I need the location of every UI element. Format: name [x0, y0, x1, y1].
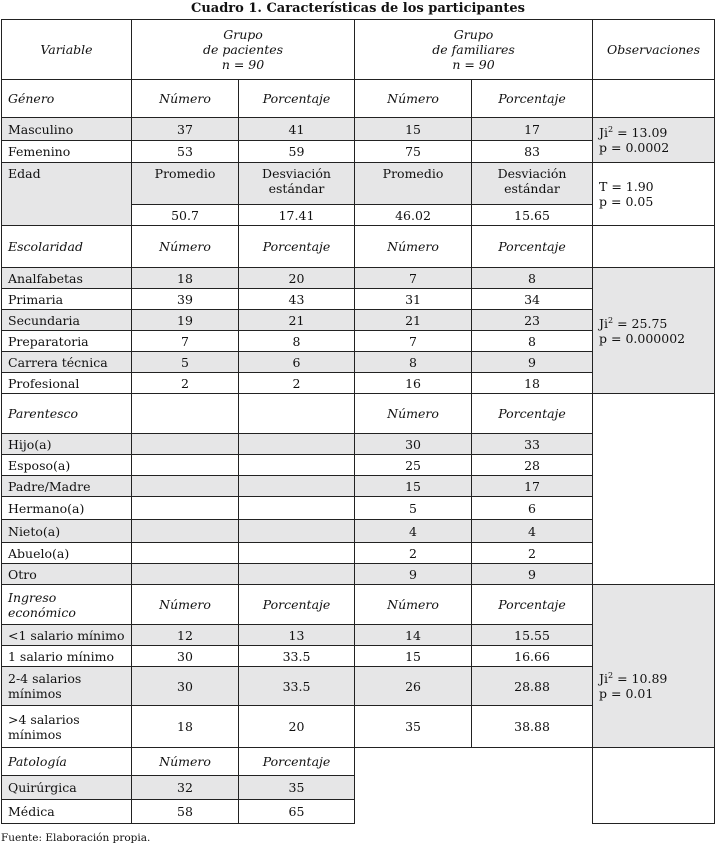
table-row: Preparatoria 7 8 7 8 [2, 331, 715, 352]
table-row: Abuelo(a) 2 2 [2, 543, 715, 564]
observation-ingreso: $Ji^2 = 10.89$ p = 0.01 [593, 585, 715, 748]
section-header-ingreso: Ingreso económico Número Porcentaje Número Porcentaje $Ji^2 = 10.89$ p = 0.01 [2, 585, 715, 625]
table-row: 2-4 salarios mínimos 30 33.5 26 28.88 [2, 667, 715, 706]
table-row: Carrera técnica 5 6 8 9 [2, 352, 715, 373]
table-row: Hermano(a) 5 6 [2, 497, 715, 520]
section-header-patologia: Patología Número Porcentaje [2, 748, 715, 776]
table-row: 50.7 17.41 46.02 15.65 [2, 205, 715, 226]
table-row: Otro 9 9 [2, 564, 715, 585]
table-row: Analfabetas 18 20 7 8 $Ji^2 = 25.75$ p = 0.000002 [2, 268, 715, 289]
table-row: Masculino 37 41 15 17 $Ji^2 = 13.09$ p = 0.0002 [2, 118, 715, 141]
observation-escolaridad: $Ji^2 = 25.75$ p = 0.000002 [593, 268, 715, 394]
table-row: Primaria 39 43 31 34 [2, 289, 715, 310]
table-title: Cuadro 1. Características de los participantes [191, 1, 525, 16]
table-header-row [2, 20, 715, 80]
observation-genero: $Ji^2 = 13.09$ p = 0.0002 [593, 118, 715, 163]
observation-edad: T = 1.90 p = 0.05 [593, 163, 715, 226]
table-row: Quirúrgica 32 35 [2, 776, 715, 800]
table-row: Hijo(a) 30 33 [2, 434, 715, 455]
header-observaciones: Observaciones [593, 20, 715, 80]
table-row: Femenino 53 59 75 83 [2, 141, 715, 163]
section-header-escolaridad: Escolaridad Número Porcentaje Número Porcentaje [2, 226, 715, 268]
section-header-edad: Edad Promedio Desviación estándar Promedio Desviación estándar T = 1.90 p = 0.05 [2, 163, 715, 205]
table-row: >4 salarios mínimos 18 20 35 38.88 [2, 706, 715, 748]
section-header-genero: Género Número Porcentaje Número Porcentaje [2, 80, 715, 118]
table-row: Médica 58 65 [2, 800, 715, 824]
header-familiares: Grupo de familiares n = 90 [355, 20, 593, 80]
table-row: Nieto(a) 4 4 [2, 520, 715, 543]
table-row: Secundaria 19 21 21 23 [2, 310, 715, 331]
source-note: Fuente: Elaboración propia. [1, 832, 151, 844]
header-pacientes: Grupo de pacientes n = 90 [132, 20, 355, 80]
participants-table [1, 19, 715, 824]
header-variable: Variable [2, 20, 132, 80]
section-header-parentesco: Parentesco Número Porcentaje [2, 394, 715, 434]
table-row: Padre/Madre 15 17 [2, 476, 715, 497]
table-row: <1 salario mínimo 12 13 14 15.55 [2, 625, 715, 646]
table-row: Profesional 2 2 16 18 [2, 373, 715, 394]
table-row: 1 salario mínimo 30 33.5 15 16.66 [2, 646, 715, 667]
table-row: Esposo(a) 25 28 [2, 455, 715, 476]
